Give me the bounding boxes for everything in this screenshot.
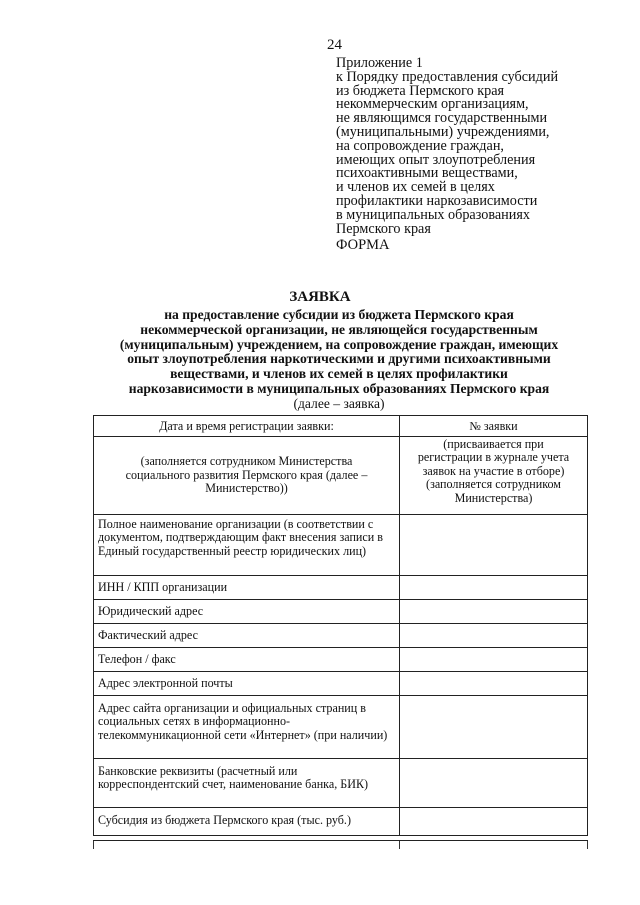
table-row <box>94 672 588 696</box>
document-subtitle <box>90 308 588 412</box>
field-value[interactable] <box>400 808 588 836</box>
table-continuation-edge <box>93 840 588 849</box>
field-value[interactable] <box>400 624 588 648</box>
subtitle-line: (муниципальным) учреждением, на сопровождение граждан, имеющих <box>119 336 559 352</box>
field-value[interactable] <box>400 515 588 576</box>
registration-datetime-note: (заполняется сотрудником Министерства социального развития Пермского края (далее – Министерство)) <box>94 437 400 515</box>
appendix-line: на сопровождение граждан, <box>336 137 504 154</box>
subtitle-line: веществами, и членов их семей в целях профилактики <box>170 366 508 382</box>
table-border-tick <box>93 841 94 849</box>
subtitle-line: опыт злоупотребления наркотическими и другими психоактивными <box>127 351 551 367</box>
field-label: Фактический адрес <box>94 624 400 648</box>
form-label: ФОРМА <box>336 237 390 253</box>
appendix-line: Приложение 1 <box>336 55 423 71</box>
table-border-tick <box>587 841 588 849</box>
field-label: Юридический адрес <box>94 600 400 624</box>
appendix-line: не являющимся государственными <box>336 110 548 127</box>
appendix-line: профилактики наркозависимости <box>336 192 538 209</box>
appendix-line: из бюджета Пермского края <box>336 82 505 99</box>
field-label: Адрес сайта организации и официальных страниц в социальных сетях в информационно-телекоммуникационной сети «Интернет» (при наличии) <box>94 696 400 759</box>
appendix-line: некоммерческим организациям, <box>336 96 529 113</box>
table-row <box>94 648 588 672</box>
table-row <box>94 515 588 576</box>
field-value[interactable] <box>400 576 588 600</box>
table-row <box>94 808 588 836</box>
document-title: ЗАЯВКА <box>289 289 351 305</box>
appendix-line: имеющих опыт злоупотребления <box>336 151 536 168</box>
subtitle-line: наркозависимости в муниципальных образованиях Пермского края <box>128 380 550 396</box>
appendix-line: и членов их семей в целях <box>336 179 495 196</box>
appendix-line: в муниципальных образованиях <box>336 206 530 223</box>
field-value[interactable] <box>400 759 588 808</box>
page-number: 24 <box>327 37 342 53</box>
registration-row <box>94 437 588 515</box>
subtitle-line: на предоставление субсидии из бюджета Пермского края <box>164 307 514 322</box>
field-value[interactable] <box>400 672 588 696</box>
appendix-line: Пермского края <box>336 220 431 237</box>
table-row <box>94 759 588 808</box>
application-table <box>93 415 588 836</box>
field-label: Субсидия из бюджета Пермского края (тыс. руб.) <box>94 808 400 836</box>
appendix-line: (муниципальными) учреждениями, <box>336 123 550 140</box>
field-label: Телефон / факс <box>94 648 400 672</box>
subtitle-note: (далее – заявка) <box>293 395 385 411</box>
application-number-label: № заявки <box>400 416 588 437</box>
field-label: Адрес электронной почты <box>94 672 400 696</box>
field-value[interactable] <box>400 648 588 672</box>
subtitle-line: некоммерческой организации, не являющейся государственным <box>140 321 538 337</box>
field-label: ИНН / КПП организации <box>94 576 400 600</box>
appendix-line: к Порядку предоставления субсидий <box>336 68 559 85</box>
table-row <box>94 696 588 759</box>
field-label: Полное наименование организации (в соответствии с документом, подтверждающим факт внесения записи в Единый государственный реестр юридических лиц) <box>94 515 400 576</box>
appendix-reference <box>336 57 636 236</box>
table-border-tick <box>399 841 400 849</box>
field-value[interactable] <box>400 696 588 759</box>
registration-datetime-label: Дата и время регистрации заявки: <box>94 416 400 437</box>
field-value[interactable] <box>400 600 588 624</box>
application-number-note: (присваивается при регистрации в журнале учета заявок на участие в отборе) (заполняется сотрудником Министерства) <box>400 437 588 515</box>
table-row <box>94 576 588 600</box>
table-row <box>94 624 588 648</box>
table-header-row <box>94 416 588 437</box>
field-label: Банковские реквизиты (расчетный или корреспондентский счет, наименование банка, БИК) <box>94 759 400 808</box>
table-row <box>94 600 588 624</box>
appendix-line: психоактивными веществами, <box>336 165 518 182</box>
